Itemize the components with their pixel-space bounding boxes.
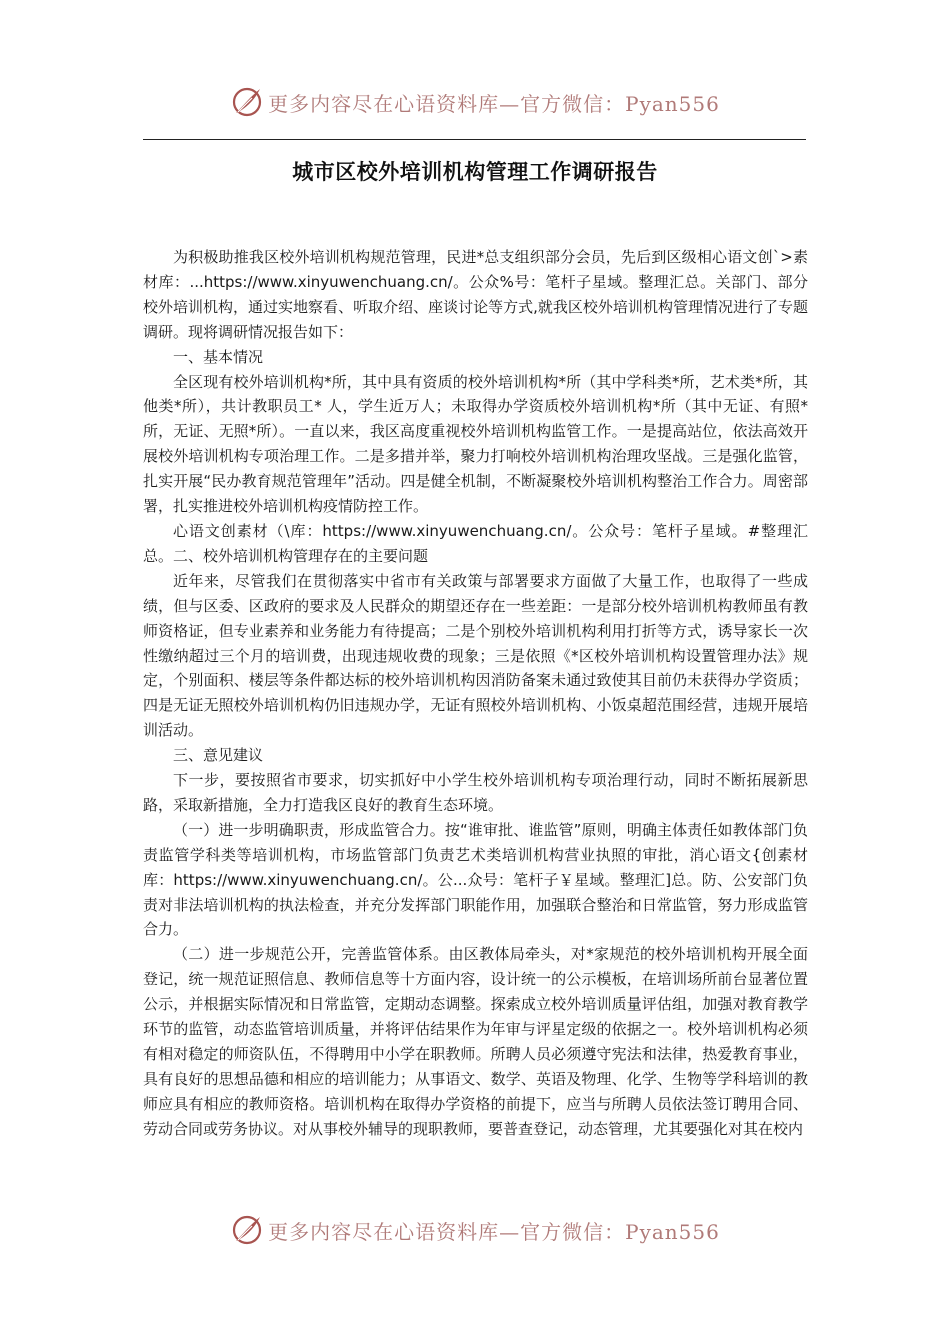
feather-pen-logo-icon: [230, 85, 264, 119]
section-heading-suggestions: 三、意见建议: [173, 746, 264, 765]
footer-banner: [0, 1208, 950, 1252]
header-divider: [143, 139, 806, 140]
suggestion-1-paragraph: （一）进一步明确职责，形成监管合力。按“谁审批、谁监管”原则，明确主体责任如教体部门负责监管学科类等培训机构，市场监管部门负责艺术类培训机构营业执照的审批，消心语文{创素材库：https://www.xinyuwenchuang.cn/。公...众号：笔杆子￥星域。整理汇]总。防、公安部门负责对非法培训机构的执法检查，并充分发挥部门职能作用，加强联合整治和日常监管，努力形成监管合力。: [143, 820, 808, 939]
basic-situation-paragraph: 全区现有校外培训机构*所，其中具有资质的校外培训机构*所（其中学科类*所，艺术类*所，其他类*所），共计教职员工* 人，学生近万人；未取得办学资质校外培训机构*所（其中无证、有照*所，无证、无照*所）。一直以来，我区高度重视校外培训机构监管工作。一是提高站位，依法高效开展校外培训机构专项治理工作。二是多措并举，聚力打响校外培训机构治理攻坚战。三是强化监管，扎实开展“民办教育规范管理年”活动。四是健全机制，不断凝聚校外培训机构整治工作合力。周密部署，扎实推进校外培训机构疫情防控工作。: [143, 372, 808, 516]
document-body: [143, 245, 808, 1142]
header-banner-text: 更多内容尽在心语资料库—官方微信：Pyan556: [268, 91, 720, 116]
suggestion-2-paragraph: （二）进一步规范公开，完善监管体系。由区教体局牵头，对*家规范的校外培训机构开展全面登记，统一规范证照信息、教师信息等十方面内容，设计统一的公示模板，在培训场所前台显著位置公示，并根据实际情况和日常监管，定期动态调整。探索成立校外培训质量评估组，加强对教育教学环节的监管，动态监管培训质量，并将评估结果作为年审与评星定级的依据之一。校外培训机构必须有相对稳定的师资队伍，不得聘用中小学在职教师。所聘人员必须遵守宪法和法律，热爱教育事业，具有良好的思想品德和相应的培训能力；从事语文、数学、英语及物理、化学、生物等学科培训的教师应具有相应的教师资格。培训机构在取得办学资格的前提下，应当与所聘人员依法签订聘用合同、劳动合同或劳务协议。对从事校外辅导的现职教师，要普查登记，动态管理，尤其要强化对其在校内: [143, 945, 808, 1138]
document-title: 城市区校外培训机构管理工作调研报告: [292, 160, 658, 184]
problems-paragraph: 近年来，尽管我们在贯彻落实中省市有关政策与部署要求方面做了大量工作，也取得了一些成绩，但与区委、区政府的要求及人民群众的期望还存在一些差距：一是部分校外培训机构教师虽有教师资格证，但专业素养和业务能力有待提高；二是个别校外培训机构利用打折等方式，诱导家长一次性缴纳超过三个月的培训费，出现违规收费的现象；三是依照《*区校外培训机构设置管理办法》规定，个别面积、楼层等条件都达标的校外培训机构因消防备案未通过致使其目前仍未获得办学资质；四是无证无照校外培训机构仍旧违规办学，无证有照校外培训机构、小饭桌超范围经营，违规开展培训活动。: [143, 571, 808, 740]
footer-banner-text: 更多内容尽在心语资料库—官方微信：Pyan556: [268, 1219, 720, 1244]
problems-heading-paragraph: 心语文创素材（\库：https://www.xinyuwenchuang.cn/。公众号：笔杆子星域。#整理汇总。二、校外培训机构管理存在的主要问题: [143, 521, 808, 565]
section-heading-basic: 一、基本情况: [173, 347, 264, 366]
feather-pen-logo-icon: [230, 1213, 264, 1247]
header-banner: [0, 80, 950, 124]
suggestions-intro-paragraph: 下一步，要按照省市要求，切实抓好中小学生校外培训机构专项治理行动，同时不断拓展新思路，采取新措施，全力打造我区良好的教育生态环境。: [143, 771, 808, 814]
intro-paragraph: 为积极助推我区校外培训机构规范管理，民进*总支组织部分会员，先后到区级相心语文创`>素材库：...https://www.xinyuwenchuang.cn/。公众%号：笔杆子星域。整理汇总。关部门、部分校外培训机构，通过实地察看、听取介绍、座谈讨论等方式,就我区校外培训机构管理情况进行了专题调研。现将调研情况报告如下：: [143, 248, 808, 341]
